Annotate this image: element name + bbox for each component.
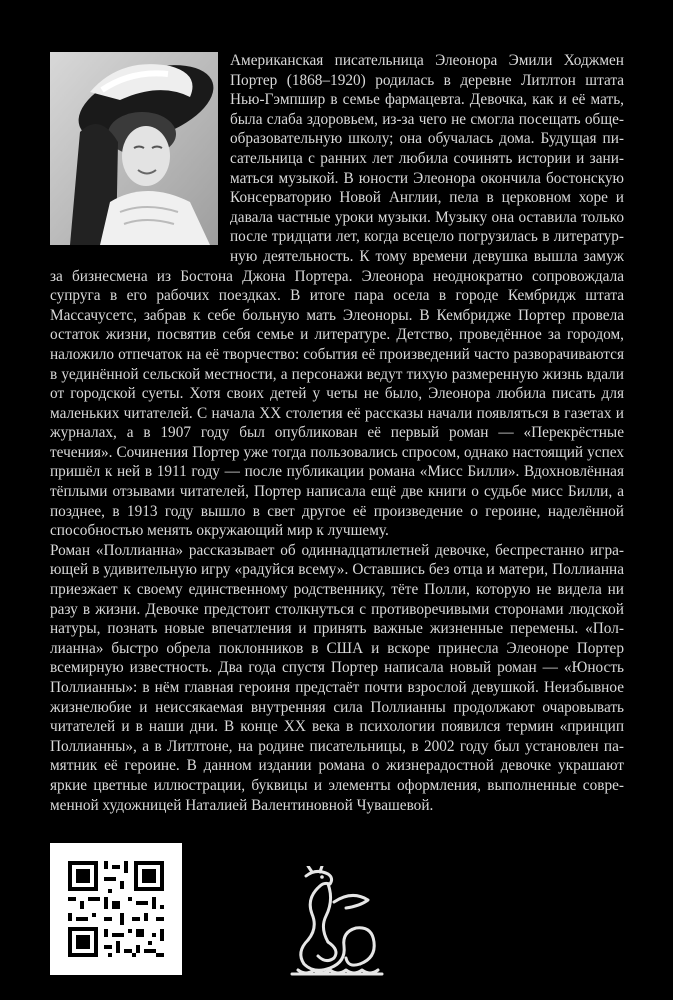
bio-text: Американская писательница Элеонора Эмили Ходжмен Портер (1868–1920) родилась в деревне Литлтон штата Нью-Гэмпшир в семье фармацевта. Девочка, как и её мать, была слаба здоровьем, из-за чего не смогла посещать общеобразовательную школу; она обучалась дома. Будущая писательница с ранних лет любила сочинять истории и заниматься музыкой. В юности Элеонора окончила бостонскую Консерваторию Новой Англии, пела в церковном хоре и давала частные уроки музыки. Музыку она оставила только после тридцати лет, когда всецело погрузилась в литературную деятельность. К тому времени девушка вышла замуж за бизнесмена из Бостона Джона Портера. Элеонора неоднократно сопровождала супруга в его рабочих поездках. В итоге пара осела в городе Кембридж штата Массачусетс, забрав к себе больную мать Элеоноры. В Кембридже Портер провела остаток жизни, посвятив себя семье и литературе. Детство, проведённое за городом, наложило отпечаток на её творчество: события её произведений часто разворачиваются в уединённой сельской местности, а персонажи ведут тихую размеренную жизнь вдали от городской суеты. Хотя своих детей у четы не было, Элеонора любила писать для маленьких читателей. С начала XX столетия её рассказы начали появляться в газетах и журналах, а в 1907 году был опубликован её первый роман — «Перекрёстные течения». Сочинения Портер уже тогда пользовались спросом, однако настоящий успех пришёл к ней в 1911 году — после публикации романа «Мисс Билли». Вдохновлённая тёплыми отзывами читателей, Портер написала ещё две книги о судьбе мисс Билли, а позднее, в 1913 году вышло в свет другое её произведение о героине, наделённой способностью менять окружающий мир к лучшему. (50, 52, 624, 540)
photo-spacer (50, 51, 230, 247)
bio-paragraph (50, 51, 624, 541)
publisher-logo (286, 866, 388, 978)
qr-code (50, 843, 182, 975)
dragon-knot-logo-icon (286, 866, 388, 978)
qr-code-icon (50, 843, 182, 975)
description-text (50, 51, 624, 815)
novel-paragraph: Роман «Поллианна» рассказывает об одиннадцатилетней девочке, беспрестанно играющей в удивительную игру «радуйся всему». Оставшись без отца и матери, Поллианна приезжает к своему единственному родственнику, тёте Полли, которую не видела ни разу в жизни. Девочке предстоит столкнуться с противоречивыми сторонами людской натуры, познать новые впечатления и принять важные жизненные перемены. «Поллианна» быстро обрела поклонников в США и вскоре принесла Элеоноре Портер всемирную известность. Два года спустя Портер написала новый роман — «Юность Поллианны»: в нём главная героиня предстаёт почти взрослой девушкой. Неизбывное жизнелюбие и неиссякаемая внутренняя сила Поллианны продолжают очаровывать читателей и в наши дни. В конце XX века в психологии появился термин «принцип Поллианны», а в Литлтоне, на родине писательницы, в 2002 году был установлен памятник её героине. В данном издании романа о жизнерадостной девочке украшают яркие цветные иллюстрации, буквицы и элементы оформления, выполненные современной художницей Наталией Валентиновной Чувашевой. (50, 541, 624, 814)
